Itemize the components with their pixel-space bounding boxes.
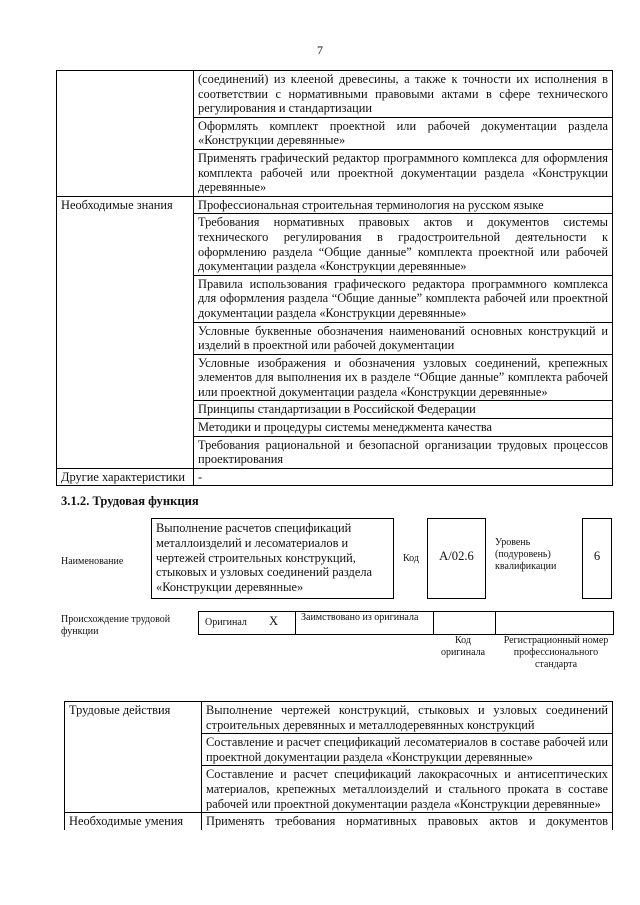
reg-number-label: Регистрационный номер профессионального стандарта [503, 635, 609, 670]
row-text: Принципы стандартизации в Российской Федерации [194, 401, 613, 419]
table-row [65, 702, 613, 734]
reg-number-cell [495, 612, 613, 634]
row-text: Применять графический редактор программного комплекса для оформления комплекта рабочей или проектной документации раздела «Конструкции деревянные» [194, 149, 613, 196]
origin-label: Происхождение трудовой функции [61, 614, 171, 637]
row-text: Условные изображения и обозначения узловых соединений, крепежных элементов для выполнения их в разделе “Общие данные” комплекта рабочей или проектной документации раздела «Конструкции деревянные» [194, 354, 613, 401]
table-row [57, 71, 613, 118]
row-label-skills: Необходимые умения [65, 813, 202, 830]
row-text: Условные буквенные обозначения наименований основных конструкций и изделий в проектной или рабочей документации [194, 322, 613, 354]
row-text: (соединений) из клееной древесины, а также к точности их исполнения в соответствии с нормативными правовыми актами в сфере технического регулирования и стандартизации [194, 71, 613, 118]
code-box: А/02.6 [427, 518, 486, 599]
row-text: Выполнение чертежей конструкций, стыковых и узловых соединений строительных деревянных и металлодеревянных конструкций [202, 702, 613, 734]
code-of-original-label: Код оригинала [440, 635, 486, 658]
borrowed-label: Заимствовано из оригинала [301, 612, 419, 623]
actions-table [64, 701, 613, 830]
row-text: Составление и расчет спецификаций лесоматериалов в составе рабочей или проектной документации раздела «Конструкции деревянные» [202, 734, 613, 766]
row-label-knowledge: Необходимые знания [57, 196, 194, 468]
row-text: Применять требования нормативных правовых актов и документов [202, 813, 613, 830]
table-row [65, 813, 613, 830]
row-text: Требования нормативных правовых актов и документов системы технического регулирования в градостроительной деятельности к оформлению раздела “Общие данные” комплекта проектной или рабочей документации раздела «Конструкции деревянные» [194, 214, 613, 275]
code-label: Код [403, 553, 419, 564]
row-text: Оформлять комплект проектной или рабочей документации раздела «Конструкции деревянные» [194, 117, 613, 149]
table-row [57, 196, 613, 214]
row-text: Требования рациональной и безопасной организации трудовых процессов проектирования [194, 436, 613, 468]
level-label: Уровень (подуровень) квалификации [495, 537, 557, 572]
row-text: Правила использования графического редактора программного комплекса для оформления раздела “Общие данные” комплекта рабочей или проектной документации раздела «Конструкции деревянные» [194, 275, 613, 322]
origin-row [198, 611, 614, 635]
section-title: 3.1.2. Трудовая функция [61, 494, 199, 508]
row-text: Методики и процедуры системы менеджмента качества [194, 419, 613, 437]
page-number: 7 [317, 43, 323, 57]
table-row [57, 468, 613, 486]
function-name-box: Выполнение расчетов спецификаций металлоизделий и лесоматериалов и чертежей строительных конструкций, стыковых и узловых соединений раздела «Конструкции деревянные» [151, 518, 394, 599]
row-label-other: Другие характеристики [57, 468, 194, 486]
knowledge-table [56, 70, 613, 486]
borrowed-cell [295, 612, 433, 634]
original-mark: X [269, 614, 279, 628]
row-text: Составление и расчет спецификаций лакокрасочных и антисептических материалов, крепежных металлоизделий и стального проката в составе рабочей или проектной документации раздела «Конструкции деревянные» [202, 766, 613, 813]
code-of-original-cell [433, 612, 495, 634]
row-label [57, 71, 194, 197]
row-text: - [194, 468, 613, 486]
row-label-actions: Трудовые действия [65, 702, 202, 813]
name-label: Наименование [61, 556, 124, 567]
row-text: Профессиональная строительная терминология на русском языке [194, 196, 613, 214]
level-box: 6 [582, 518, 612, 599]
original-label: Оригинал [205, 617, 247, 628]
